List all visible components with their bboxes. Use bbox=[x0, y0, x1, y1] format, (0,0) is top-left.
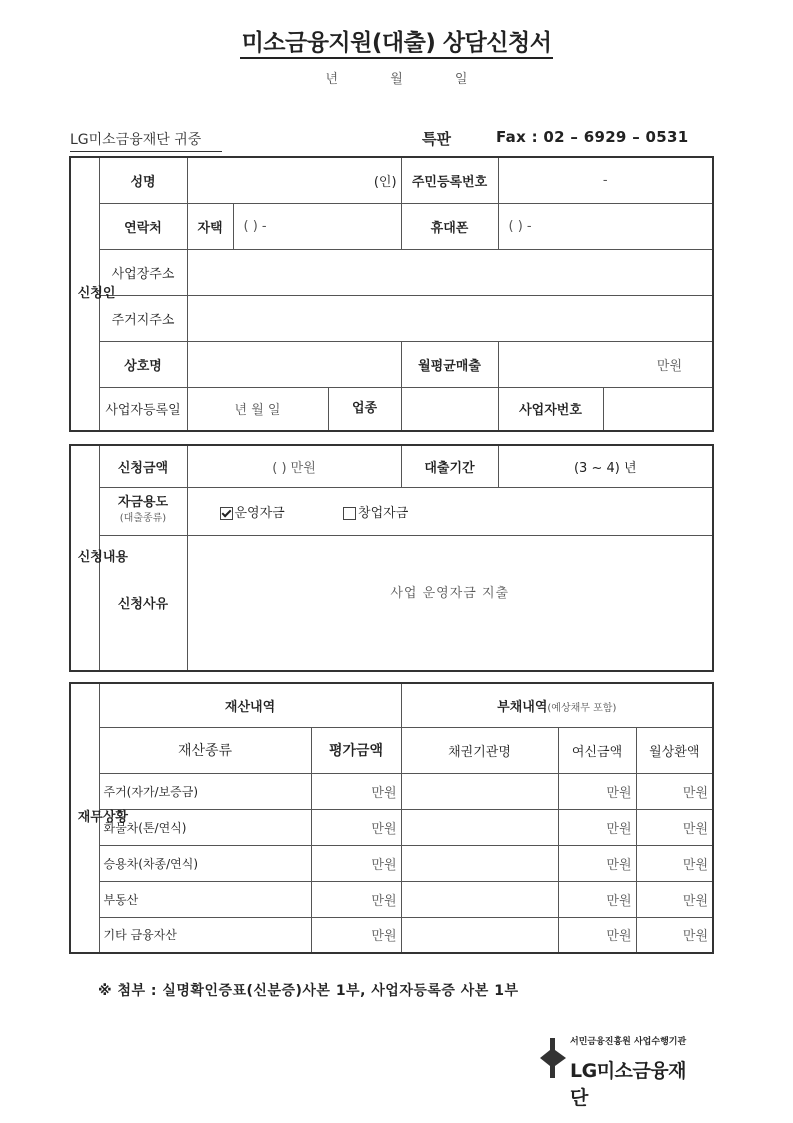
mobile-field[interactable]: ( ) - bbox=[498, 203, 713, 249]
attachment-note: ※ 첨부 : 실명확인증표(신분증)사본 1부, 사업자등록증 사본 1부 bbox=[98, 983, 519, 999]
registration-date-field[interactable]: 년 월 일 업종 bbox=[187, 387, 401, 431]
date-month: 월 bbox=[390, 72, 403, 87]
balance-cell[interactable]: 만원 bbox=[558, 809, 636, 845]
asset-value-cell[interactable]: 만원 bbox=[311, 809, 401, 845]
home-address-label: 주거지주소 bbox=[99, 295, 187, 341]
unchecked-icon bbox=[343, 507, 356, 520]
asset-type-cell: 승용차(차종/연식) bbox=[99, 845, 311, 881]
balance-cell[interactable]: 만원 bbox=[558, 917, 636, 953]
checked-icon bbox=[220, 507, 233, 520]
creditor-cell[interactable] bbox=[401, 773, 558, 809]
debts-header: 부채내역(예상채무 포함) bbox=[401, 683, 713, 727]
asset-type-header: 재산종류 bbox=[99, 727, 311, 773]
creditor-cell[interactable] bbox=[401, 881, 558, 917]
id-label: 주민등록번호 bbox=[401, 157, 498, 203]
creditor-cell[interactable] bbox=[401, 917, 558, 953]
asset-value-cell[interactable]: 만원 bbox=[311, 917, 401, 953]
balance-cell[interactable]: 만원 bbox=[558, 773, 636, 809]
amount-label: 신청금액 bbox=[99, 445, 187, 487]
table-row bbox=[70, 773, 713, 809]
applicant-section-label: 신청인 bbox=[70, 157, 99, 431]
purpose-label: 자금용도 (대출종류) bbox=[99, 487, 187, 535]
contact-label: 연락처 bbox=[99, 203, 187, 249]
asset-type-cell: 주거(자가/보증금) bbox=[99, 773, 311, 809]
amount-field[interactable]: ( ) 만원 bbox=[187, 445, 401, 487]
date-line bbox=[0, 68, 793, 87]
repayment-cell[interactable]: 만원 bbox=[636, 881, 713, 917]
asset-type-cell: 화물차(톤/연식) bbox=[99, 809, 311, 845]
logo-symbol-icon bbox=[540, 1038, 566, 1078]
business-address-label: 사업장주소 bbox=[99, 249, 187, 295]
repayment-cell[interactable]: 만원 bbox=[636, 917, 713, 953]
assets-header: 재산내역 bbox=[99, 683, 401, 727]
company-name-label: 상호명 bbox=[99, 341, 187, 387]
monthly-sales-field[interactable]: 만원 bbox=[498, 341, 713, 387]
loan-period-label: 대출기간 bbox=[401, 445, 498, 487]
asset-type-cell: 기타 금융자산 bbox=[99, 917, 311, 953]
finance-section-label: 재무상황 bbox=[70, 683, 99, 953]
table-row bbox=[70, 845, 713, 881]
balance-cell[interactable]: 만원 bbox=[558, 845, 636, 881]
asset-value-cell[interactable]: 만원 bbox=[311, 845, 401, 881]
registration-date-label: 사업자등록일 bbox=[99, 387, 187, 431]
request-section-label: 신청내용 bbox=[70, 445, 99, 671]
repayment-cell[interactable]: 만원 bbox=[636, 809, 713, 845]
repayment-header: 월상환액 bbox=[636, 727, 713, 773]
business-number-field[interactable] bbox=[603, 387, 713, 431]
balance-cell[interactable]: 만원 bbox=[558, 881, 636, 917]
home-phone-field[interactable]: ( ) - bbox=[233, 203, 401, 249]
creditor-header: 채권기관명 bbox=[401, 727, 558, 773]
asset-value-cell[interactable]: 만원 bbox=[311, 881, 401, 917]
creditor-cell[interactable] bbox=[401, 845, 558, 881]
balance-header: 여신금액 bbox=[558, 727, 636, 773]
table-row bbox=[70, 809, 713, 845]
operating-fund-checkbox[interactable]: 운영자금 bbox=[220, 506, 285, 521]
finance-table bbox=[69, 682, 714, 954]
home-phone-label: 자택 bbox=[187, 203, 233, 249]
id-field[interactable]: - bbox=[498, 157, 713, 203]
company-name-field[interactable] bbox=[187, 341, 401, 387]
startup-fund-checkbox[interactable]: 창업자금 bbox=[343, 506, 408, 521]
special-label: 특판 bbox=[422, 130, 451, 148]
foundation-logo bbox=[540, 1030, 700, 1109]
repayment-cell[interactable]: 만원 bbox=[636, 845, 713, 881]
form-title: 미소금융지원(대출) 상담신청서 bbox=[0, 24, 793, 57]
loan-period-field[interactable]: (3 ~ 4) 년 bbox=[498, 445, 713, 487]
monthly-sales-label: 월평균매출 bbox=[401, 341, 498, 387]
repayment-cell[interactable]: 만원 bbox=[636, 773, 713, 809]
purpose-options bbox=[187, 487, 713, 535]
home-address-field[interactable] bbox=[187, 295, 713, 341]
reason-field[interactable]: 사업 운영자금 지출 bbox=[187, 535, 713, 671]
business-number-label: 사업자번호 bbox=[498, 387, 603, 431]
date-year: 년 bbox=[325, 72, 339, 87]
logo-tagline: 서민금융진흥원 사업수행기관 bbox=[570, 1037, 687, 1047]
asset-value-cell[interactable]: 만원 bbox=[311, 773, 401, 809]
business-address-field[interactable] bbox=[187, 249, 713, 295]
logo-name: LG미소금융재단 bbox=[570, 1060, 686, 1109]
asset-value-header: 평가금액 bbox=[311, 727, 401, 773]
industry-label: 업종 bbox=[328, 388, 401, 430]
date-day: 일 bbox=[454, 72, 468, 87]
creditor-cell[interactable] bbox=[401, 809, 558, 845]
reason-label: 신청사유 bbox=[99, 535, 187, 671]
table-row bbox=[70, 881, 713, 917]
fax-number: Fax : 02 – 6929 – 0531 bbox=[496, 128, 689, 146]
table-row bbox=[70, 917, 713, 953]
applicant-table bbox=[69, 156, 714, 432]
name-label: 성명 bbox=[99, 157, 187, 203]
name-field[interactable]: (인) bbox=[187, 157, 401, 203]
asset-type-cell: 부동산 bbox=[99, 881, 311, 917]
industry-field[interactable] bbox=[401, 387, 498, 431]
mobile-label: 휴대폰 bbox=[401, 203, 498, 249]
request-table bbox=[69, 444, 714, 672]
addressee: LG미소금융재단 귀중 bbox=[70, 129, 222, 152]
